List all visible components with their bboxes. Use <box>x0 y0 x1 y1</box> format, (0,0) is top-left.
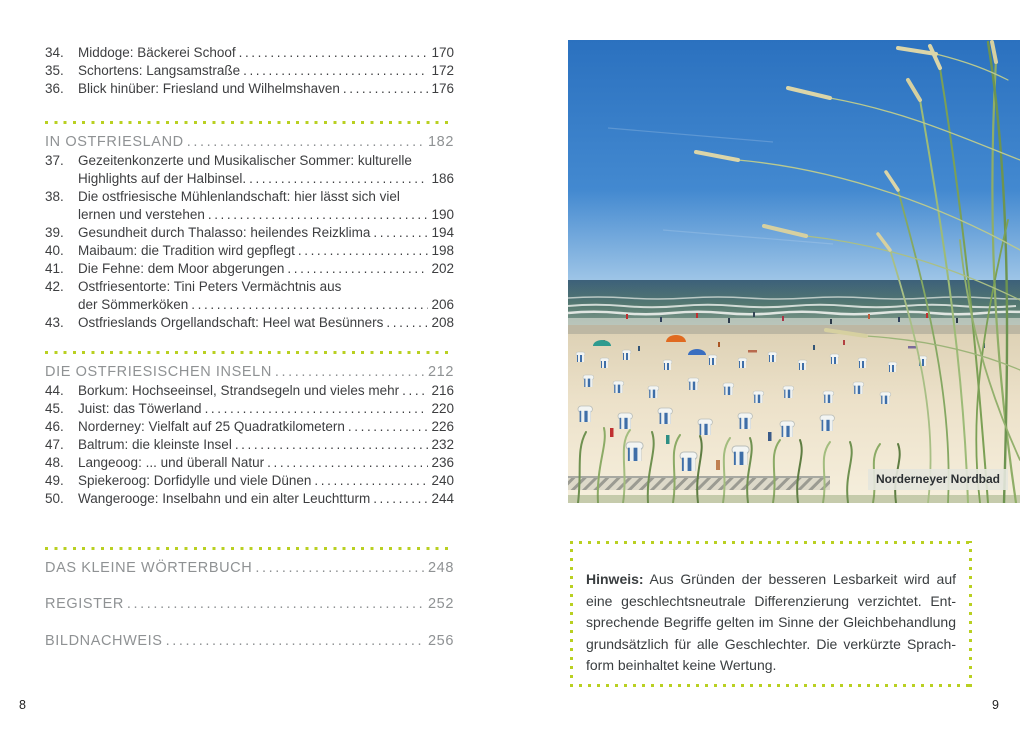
note-text: Aus Gründen der besseren Lesbarkeit wird auf <box>649 571 956 587</box>
leader-dots <box>287 260 428 278</box>
entry-page: 236 <box>431 455 454 470</box>
entry-number: 34. <box>45 45 64 60</box>
entry-title: Norderney: Vielfalt auf 25 Quadratkilometern <box>78 419 345 434</box>
entry-title: Ostfriesentorte: Tini Peters Vermächtnis aus <box>78 279 342 294</box>
entry-page: 226 <box>431 419 454 434</box>
note-line: eine geschlechtsneutrale Differenzierung verzichtet. Ent- <box>586 592 956 609</box>
toc-entry <box>45 436 454 454</box>
entry-title: Gezeitenkonzerte und Musikalischer Sommer: kulturelle <box>78 153 412 168</box>
toc-entry <box>45 400 454 418</box>
page-number-left: 8 <box>19 698 26 712</box>
leader-dots <box>166 632 425 651</box>
entry-number: 35. <box>45 63 64 78</box>
entry-title: Borkum: Hochseeinsel, Strandsegeln und vieles mehr <box>78 383 400 398</box>
page-number-right: 9 <box>992 698 999 712</box>
toc-entry <box>45 44 454 62</box>
entry-page: 232 <box>431 437 454 452</box>
entry-number: 36. <box>45 81 64 96</box>
entry-title: Die Fehne: dem Moor abgerungen <box>78 261 285 276</box>
entry-page: 206 <box>431 297 454 312</box>
toc-entry <box>45 260 454 278</box>
leader-dots <box>267 454 428 472</box>
back-matter-title: BILDNACHWEIS <box>45 633 163 649</box>
leader-dots <box>386 314 428 332</box>
section-title: IN OSTFRIESLAND <box>45 134 184 150</box>
note-line: grundsätzlich für alle Geschlechter. Die verkürzte Sprach- <box>586 635 956 652</box>
entry-title-line2: Highlights auf der Halbinsel. <box>78 171 247 186</box>
leader-dots <box>343 80 429 98</box>
leader-dots <box>191 296 428 314</box>
entry-number: 40. <box>45 243 64 258</box>
entry-number: 38. <box>45 189 64 204</box>
toc-section-header <box>45 133 454 152</box>
entry-body <box>78 382 454 400</box>
entry-title: Wangerooge: Inselbahn und ein alter Leuchtturm <box>78 491 371 506</box>
leader-dots <box>255 559 425 578</box>
entry-title-line2: lernen und verstehen <box>78 207 205 222</box>
leader-dots <box>402 382 428 400</box>
entry-number: 46. <box>45 419 64 434</box>
beach-photo-illustration <box>568 40 1020 503</box>
entry-number: 44. <box>45 383 64 398</box>
entry-body <box>78 436 454 454</box>
entry-number: 48. <box>45 455 64 470</box>
entry-number: 50. <box>45 491 64 506</box>
section-page: 212 <box>428 364 454 380</box>
leader-dots <box>187 133 425 152</box>
entry-page: 208 <box>431 315 454 330</box>
entry-body <box>78 260 454 278</box>
toc-entry <box>45 490 454 508</box>
separator-dotted <box>45 547 454 550</box>
entry-page: 172 <box>431 63 454 78</box>
entry-title: Ostfrieslands Orgellandschaft: Heel wat Besünners <box>78 315 384 330</box>
entry-body <box>78 400 454 418</box>
note-box <box>570 541 972 687</box>
leader-dots <box>239 44 429 62</box>
beach-photo <box>568 40 1020 503</box>
entry-body <box>78 62 454 80</box>
entry-body <box>78 152 454 188</box>
leader-dots <box>205 400 429 418</box>
entry-body <box>78 278 454 314</box>
entry-body <box>78 490 454 508</box>
leader-dots <box>243 62 428 80</box>
leader-dots <box>208 206 429 224</box>
leader-dots <box>373 224 428 242</box>
entry-page: 220 <box>431 401 454 416</box>
entry-title-line2: der Sömmerköken <box>78 297 189 312</box>
toc-entry <box>45 242 454 260</box>
back-matter-page: 252 <box>428 596 454 612</box>
toc-entry <box>45 152 454 188</box>
entry-title: Baltrum: die kleinste Insel <box>78 437 232 452</box>
leader-dots <box>235 436 429 454</box>
section-page: 182 <box>428 134 454 150</box>
entry-number: 37. <box>45 153 64 168</box>
photo-caption-badge: Norderneyer Nordbad <box>868 469 1008 490</box>
entry-page: 170 <box>431 45 454 60</box>
back-matter-row <box>45 559 454 578</box>
leader-dots <box>373 490 428 508</box>
entry-title: Gesundheit durch Thalasso: heilendes Reizklima <box>78 225 371 240</box>
entry-page: 244 <box>431 491 454 506</box>
entry-body <box>78 314 454 332</box>
entry-title: Juist: das Töwerland <box>78 401 202 416</box>
entry-body <box>78 242 454 260</box>
leader-dots <box>275 363 425 382</box>
entry-number: 43. <box>45 315 64 330</box>
entry-title: Blick hinüber: Friesland und Wilhelmshaven <box>78 81 340 96</box>
entry-page: 186 <box>431 171 454 186</box>
entry-page: 240 <box>431 473 454 488</box>
back-matter-title: REGISTER <box>45 596 124 612</box>
leader-dots <box>249 170 428 188</box>
note-line: sprechende Begriffe gelten im Sinne der Gleichbehandlung <box>586 614 956 630</box>
entry-body <box>78 80 454 98</box>
entry-number: 49. <box>45 473 64 488</box>
toc-entry <box>45 418 454 436</box>
entry-page: 198 <box>431 243 454 258</box>
entry-body <box>78 418 454 436</box>
entry-body <box>78 454 454 472</box>
entry-body <box>78 224 454 242</box>
toc-entry <box>45 314 454 332</box>
entry-number: 41. <box>45 261 64 276</box>
toc-entry <box>45 62 454 80</box>
section-title: DIE OSTFRIESISCHEN INSELN <box>45 364 272 380</box>
entry-page: 190 <box>431 207 454 222</box>
toc-entry <box>45 80 454 98</box>
entry-body <box>78 44 454 62</box>
back-matter-page: 256 <box>428 633 454 649</box>
toc-entry <box>45 382 454 400</box>
entry-title: Spiekeroog: Dorfidylle und viele Dünen <box>78 473 312 488</box>
toc-entry <box>45 278 454 314</box>
toc-entry <box>45 472 454 490</box>
toc-entry <box>45 188 454 224</box>
note-label: Hinweis: <box>586 571 644 587</box>
toc-entry <box>45 454 454 472</box>
back-matter-row <box>45 595 454 614</box>
entry-title: Schortens: Langsamstraße <box>78 63 241 78</box>
back-matter-title: DAS KLEINE WÖRTERBUCH <box>45 560 253 576</box>
entry-page: 176 <box>431 81 454 96</box>
entry-title: Middoge: Bäckerei Schoof <box>78 45 236 60</box>
table-of-contents <box>45 44 454 651</box>
toc-entry <box>45 224 454 242</box>
note-line: form beinhaltet keine Wertung. <box>586 657 777 673</box>
entry-number: 45. <box>45 401 64 416</box>
leader-dots <box>348 418 429 436</box>
leader-dots <box>298 242 429 260</box>
entry-title: Maibaum: die Tradition wird gepflegt <box>78 243 295 258</box>
entry-page: 202 <box>431 261 454 276</box>
back-matter-page: 248 <box>428 560 454 576</box>
separator-dotted <box>45 121 454 124</box>
note-line <box>586 569 956 591</box>
entry-page: 194 <box>431 225 454 240</box>
entry-number: 42. <box>45 279 64 294</box>
entry-title: Langeoog: ... und überall Natur <box>78 455 265 470</box>
leader-dots <box>127 595 425 614</box>
entry-body <box>78 188 454 224</box>
leader-dots <box>314 472 428 490</box>
entry-body <box>78 472 454 490</box>
entry-page: 216 <box>431 383 454 398</box>
toc-section-header <box>45 363 454 382</box>
entry-number: 39. <box>45 225 64 240</box>
separator-dotted <box>45 351 454 354</box>
back-matter-row <box>45 632 454 651</box>
entry-title: Die ostfriesische Mühlenlandschaft: hier lässt sich viel <box>78 189 400 204</box>
entry-number: 47. <box>45 437 64 452</box>
